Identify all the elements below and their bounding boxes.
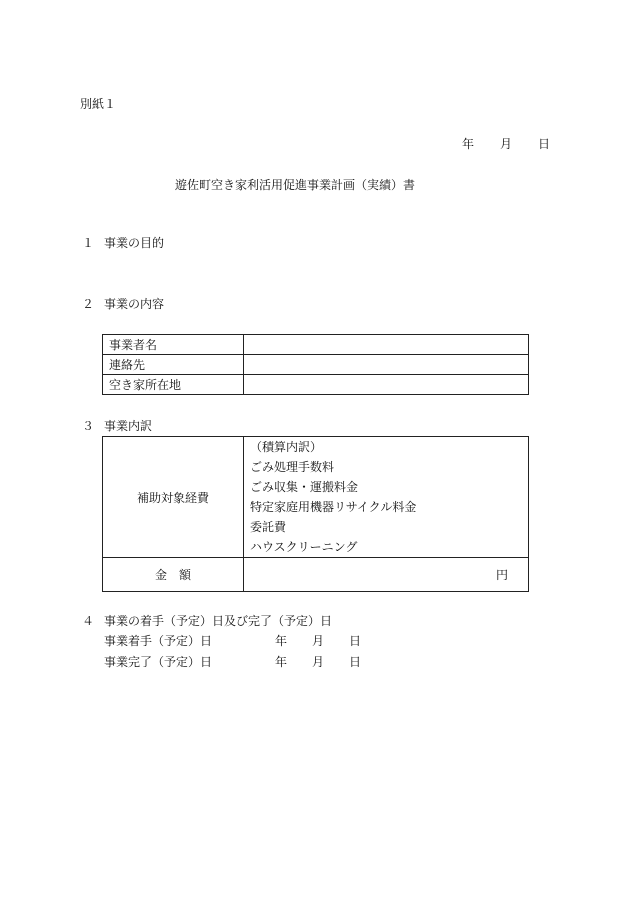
start-year-label: 年 [275,634,288,648]
date-year-label: 年 [462,137,475,151]
section4-number: ４ [82,614,95,628]
section2-heading: 事業の内容 [104,297,165,311]
business-name-field[interactable] [244,335,529,355]
section1-heading: 事業の目的 [104,236,165,250]
amount-unit: 円 [495,568,508,582]
cost-breakdown-table [102,436,529,592]
document-title: 遊佐町空き家利活用促進事業計画（実績）書 [175,178,416,192]
eligible-cost-label: 補助対象経費 [103,437,244,558]
contact-field[interactable] [244,355,529,375]
start-date-label: 事業着手（予定）日 [104,634,213,648]
breakdown-item-recycling-fee: 特定家庭用機器リサイクル料金 [250,500,417,514]
table-row [103,355,529,375]
end-day-label: 日 [349,655,362,669]
vacant-house-address-label: 空き家所在地 [103,375,244,395]
start-month-label: 月 [312,634,325,648]
table-row [103,375,529,395]
section4-heading: 事業の着手（予定）日及び完了（予定）日 [104,614,333,628]
date-month-label: 月 [500,137,513,151]
section2-number: ２ [82,297,95,311]
business-content-table [102,334,529,395]
vacant-house-address-field[interactable] [244,375,529,395]
amount-label: 金 額 [103,558,244,592]
section1-number: １ [82,236,95,250]
breakdown-cell[interactable] [244,437,529,558]
start-day-label: 日 [349,634,362,648]
section3-heading: 事業内訳 [104,419,153,433]
section3-number: ３ [82,419,95,433]
breakdown-item-cleaning: ハウスクリーニング [250,540,358,554]
breakdown-header: （積算内訳） [250,440,323,454]
breakdown-item-collection-fee: ごみ収集・運搬料金 [250,480,359,494]
breakdown-item-commission: 委託費 [250,520,287,534]
contact-label: 連絡先 [103,355,244,375]
breakdown-list [250,437,522,557]
end-year-label: 年 [275,655,288,669]
breakdown-item-waste-fee: ごみ処理手数料 [250,460,335,474]
end-month-label: 月 [312,655,325,669]
end-date-label: 事業完了（予定）日 [104,655,213,669]
business-name-label: 事業者名 [103,335,244,355]
date-day-label: 日 [538,137,551,151]
table-row [103,558,529,592]
table-row [103,437,529,558]
table-row [103,335,529,355]
attachment-label: 別紙１ [80,97,117,111]
amount-field[interactable] [244,558,529,592]
